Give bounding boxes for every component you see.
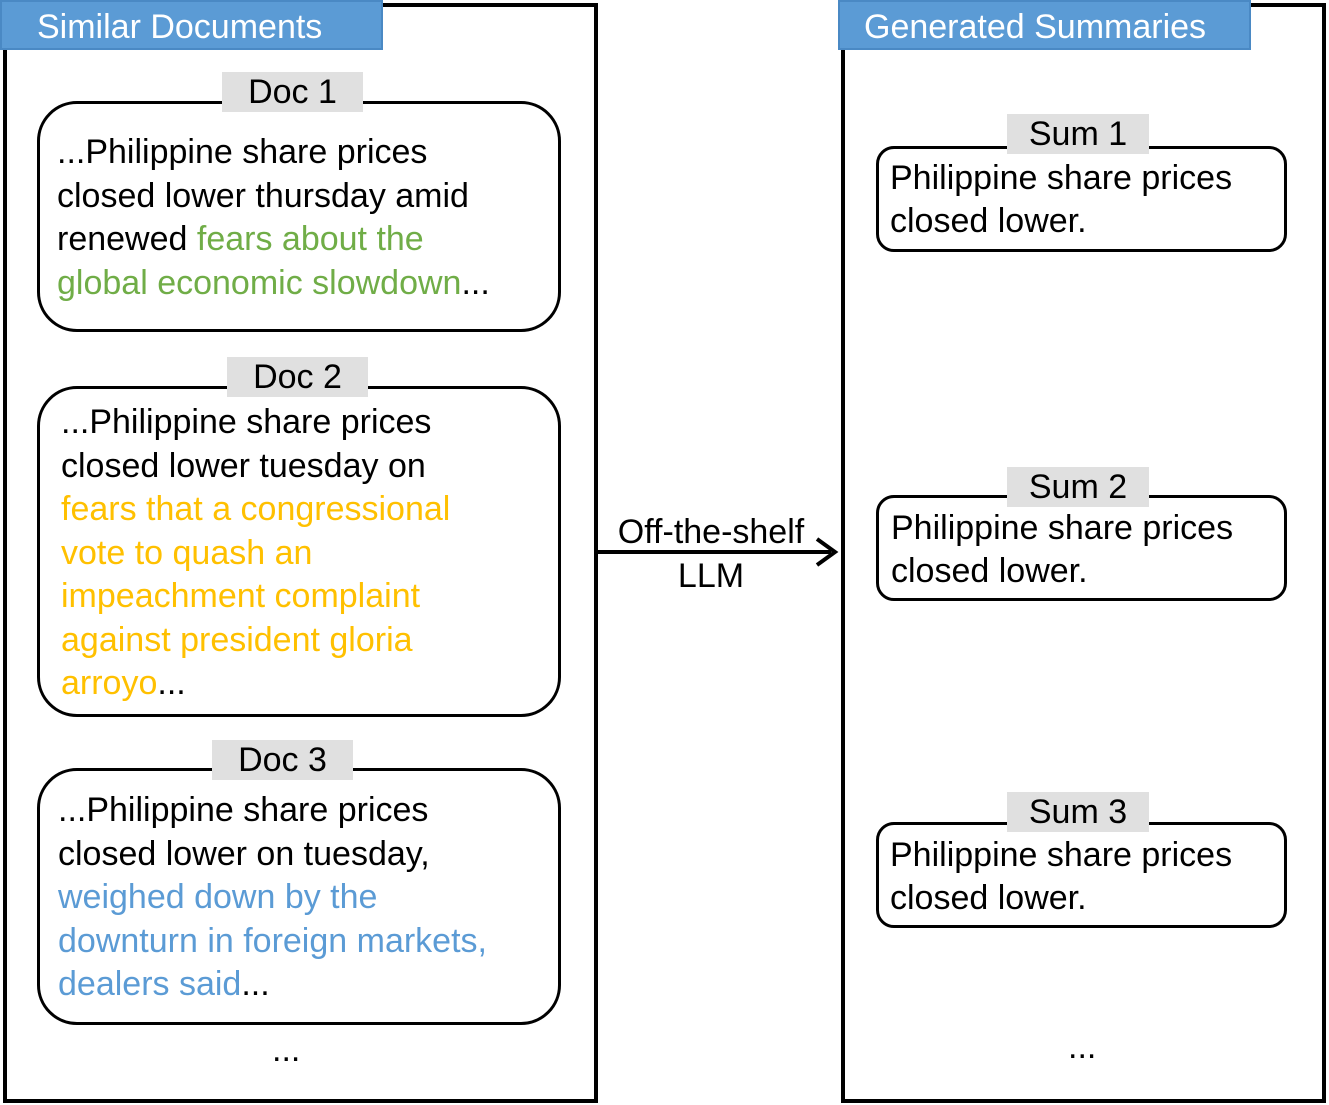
doc-tag-2: Doc 2 bbox=[227, 357, 368, 397]
doc-2-line-6 bbox=[61, 619, 450, 663]
text-span: renewed bbox=[57, 220, 197, 258]
sum-text-3-line1: Philippine share prices bbox=[890, 836, 1233, 874]
doc-1-line-1 bbox=[57, 131, 490, 175]
highlighted-span: downturn in foreign markets, bbox=[58, 921, 487, 960]
highlighted-span: fears that a congressional bbox=[61, 490, 451, 528]
doc-tag-3: Doc 3 bbox=[212, 740, 353, 780]
doc-1-line-4 bbox=[57, 262, 490, 306]
text-span: ...Philippine share prices bbox=[61, 403, 432, 441]
generated-summaries-header: Generated Summaries bbox=[838, 0, 1251, 50]
doc-3-line-1 bbox=[58, 789, 487, 833]
doc-2-line-7 bbox=[61, 662, 450, 706]
doc-text-3 bbox=[58, 789, 487, 1007]
text-span: ... bbox=[241, 965, 270, 1003]
doc-1-line-3 bbox=[57, 218, 490, 262]
doc-3-line-2 bbox=[58, 833, 487, 877]
highlighted-span: global economic slowdown bbox=[57, 263, 462, 302]
doc-2-line-5 bbox=[61, 575, 450, 619]
highlighted-span: vote to quash an bbox=[61, 533, 313, 572]
doc-3-line-4 bbox=[58, 920, 487, 964]
similar-documents-header: Similar Documents bbox=[0, 0, 383, 50]
doc-2-line-2 bbox=[61, 445, 450, 489]
text-span: closed lower on tuesday, bbox=[58, 834, 430, 873]
text-span: ... bbox=[157, 664, 186, 702]
sum-tag-2: Sum 2 bbox=[1007, 467, 1149, 507]
highlighted-span: fears about the bbox=[196, 220, 424, 258]
doc-tag-1: Doc 1 bbox=[222, 72, 363, 112]
sum-text-1-line2: closed lower. bbox=[890, 202, 1087, 240]
doc-2-line-3 bbox=[61, 488, 450, 532]
doc-1-line-2 bbox=[57, 175, 490, 219]
highlighted-span: arroyo bbox=[61, 664, 158, 702]
doc-3-line-5 bbox=[58, 963, 487, 1007]
doc-3-line-3 bbox=[58, 876, 487, 920]
left-ellipsis: ... bbox=[272, 1031, 301, 1069]
sum-tag-3: Sum 3 bbox=[1007, 792, 1149, 832]
text-span: ...Philippine share prices bbox=[57, 133, 428, 171]
sum-text-1-line1: Philippine share prices bbox=[890, 159, 1233, 197]
sum-text-2-line2: closed lower. bbox=[891, 552, 1088, 590]
sum-text-2-line1: Philippine share prices bbox=[891, 509, 1234, 547]
sum-text-3-line2: closed lower. bbox=[890, 879, 1087, 917]
text-span: ... bbox=[461, 263, 490, 302]
highlighted-span: impeachment complaint bbox=[61, 577, 421, 615]
text-span: closed lower thursday amid bbox=[57, 176, 469, 215]
doc-2-line-4 bbox=[61, 532, 450, 576]
doc-2-line-1 bbox=[61, 401, 450, 445]
arrow-label-line1: Off-the-shelf bbox=[617, 513, 805, 551]
sum-tag-1: Sum 1 bbox=[1007, 114, 1149, 154]
highlighted-span: against president gloria bbox=[61, 620, 413, 659]
text-span: ...Philippine share prices bbox=[58, 791, 429, 829]
arrow-label-line2: LLM bbox=[677, 557, 745, 595]
doc-text-2 bbox=[61, 401, 450, 706]
doc-text-1 bbox=[57, 131, 490, 305]
right-ellipsis: ... bbox=[1068, 1028, 1097, 1066]
text-span: closed lower tuesday on bbox=[61, 446, 426, 485]
highlighted-span: dealers said bbox=[58, 965, 242, 1003]
highlighted-span: weighed down by the bbox=[58, 878, 378, 916]
